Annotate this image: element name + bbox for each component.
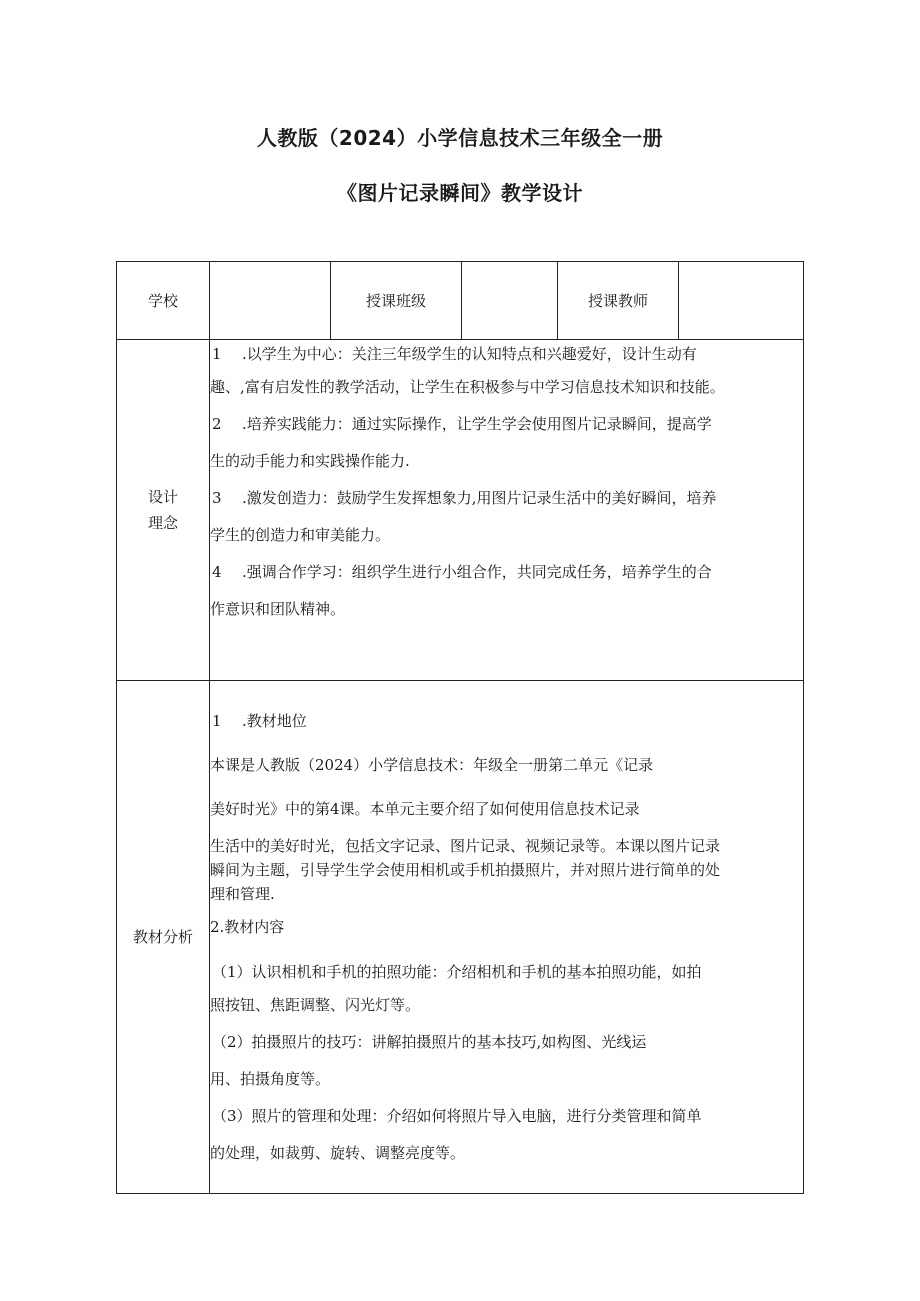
- paragraph-line: 本课是人教版（2024）小学信息技术：年级全一册第二单元《记录: [210, 756, 654, 774]
- document-title: 人教版（2024）小学信息技术三年级全一册: [256, 126, 664, 150]
- analysis-content: [210, 681, 804, 1194]
- design-row: [117, 340, 804, 681]
- paragraph-line: 美好时光》中的第4课。本单元主要介绍了如何使用信息技术记录: [210, 800, 640, 818]
- document-subtitle: 《图片记录瞬间》教学设计: [337, 181, 583, 205]
- item-number: 3: [212, 489, 222, 507]
- class-label: 授课班级: [331, 262, 462, 340]
- paragraph-line: 生活中的美好时光，包括文字记录、图片记录、视频记录等。本课以图片记录: [210, 837, 721, 855]
- teacher-label: 授课教师: [558, 262, 679, 340]
- design-item: [210, 412, 803, 473]
- item-text: .以学生为中心：关注三年级学生的认知特点和兴趣爱好，设计生动有: [242, 345, 697, 363]
- design-content: [210, 340, 804, 681]
- content-item-cont: 的处理，如裁剪、旋转、调整亮度等。: [210, 1144, 466, 1162]
- content-item: （1）认识相机和手机的拍照功能：介绍相机和手机的基本拍照功能，如拍: [212, 963, 702, 981]
- design-label-line2: 理念: [147, 514, 178, 532]
- item-number: 2: [212, 415, 222, 433]
- teacher-value[interactable]: [679, 262, 804, 340]
- design-item: [210, 560, 803, 621]
- section-heading: 2.教材内容: [210, 918, 285, 936]
- design-label-line1: 设计: [147, 488, 178, 506]
- design-item: [210, 486, 803, 547]
- item-text-cont: 生的动手能力和实践操作能力.: [210, 452, 410, 470]
- content-item: （2）拍摄照片的技巧：讲解拍摄照片的基本技巧,如构图、光线运: [212, 1033, 647, 1051]
- school-value[interactable]: [210, 262, 331, 340]
- section-number: 1: [212, 712, 222, 730]
- item-number: 1: [212, 345, 222, 363]
- item-text-cont: 学生的创造力和审美能力。: [210, 526, 391, 544]
- paragraph-line: 理和管理.: [210, 885, 275, 903]
- item-number: 4: [212, 563, 222, 581]
- analysis-row: [117, 681, 804, 1194]
- lesson-plan-table: [116, 261, 804, 1194]
- content-item: （3）照片的管理和处理：介绍如何将照片导入电脑，进行分类管理和简单: [212, 1107, 702, 1125]
- item-text-cont: 趣、,富有启发性的教学活动，让学生在积极参与中学习信息技术知识和技能。: [210, 378, 725, 396]
- paragraph-line: 瞬间为主题，引导学生学会使用相机或手机拍摄照片，并对照片进行简单的处: [210, 861, 721, 879]
- item-text: .激发创造力：鼓励学生发挥想象力,用图片记录生活中的美好瞬间，培养: [242, 489, 717, 507]
- class-value[interactable]: [462, 262, 558, 340]
- content-item-cont: 照按钮、焦距调整、闪光灯等。: [210, 996, 421, 1014]
- content-item-cont: 用、拍摄角度等。: [210, 1070, 331, 1088]
- item-text: .强调合作学习：组织学生进行小组合作，共同完成任务，培养学生的合: [242, 563, 712, 581]
- analysis-label: 教材分析: [117, 681, 210, 1194]
- design-label: [117, 340, 210, 681]
- design-item: [210, 342, 803, 399]
- item-text-cont: 作意识和团队精神。: [210, 600, 346, 618]
- item-text: .培养实践能力：通过实际操作，让学生学会使用图片记录瞬间，提高学: [242, 415, 712, 433]
- header-row: [117, 262, 804, 340]
- section-heading: .教材地位: [242, 712, 307, 730]
- school-label: 学校: [117, 262, 210, 340]
